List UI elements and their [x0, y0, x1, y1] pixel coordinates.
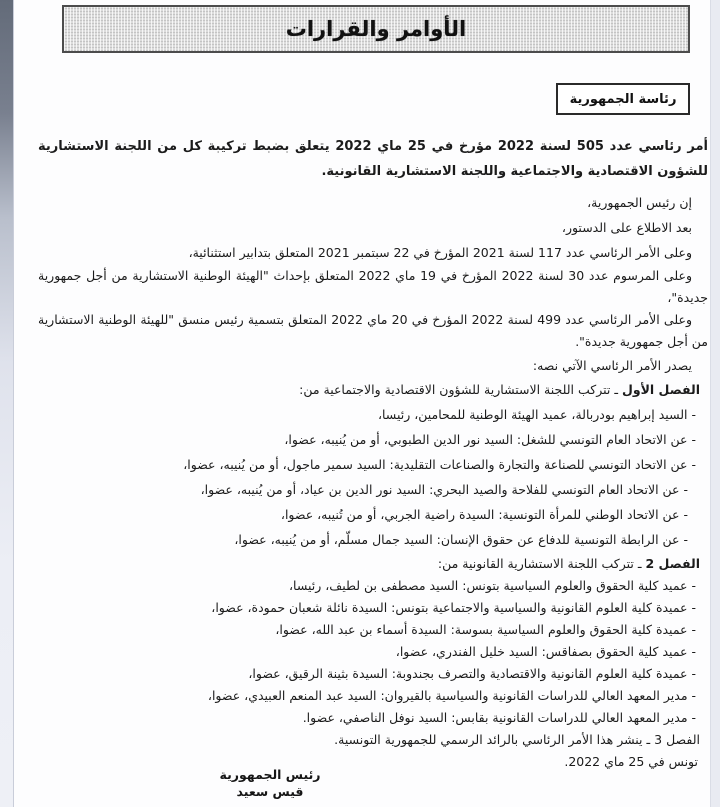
- committee2-member: - مدير المعهد العالي للدراسات القانونية بقابس: السيد نوفل الناصفي، عضوا.: [302, 710, 696, 725]
- committee1-member: - عن الاتحاد العام التونسي للفلاحة والصيد البحري: السيد نور الدين بن عياد، أو من يُنيبه، عضوا،: [200, 482, 688, 497]
- article-2-label: الفصل 2: [645, 556, 700, 571]
- article-3-heading: [38, 729, 708, 751]
- committee2-member: - عميدة كلية العلوم القانونية والاقتصادية والتصرف بجندوبة: السيدة بثينة الرقيق، عضوا،: [248, 666, 696, 681]
- scan-left-edge-shadow: [0, 0, 14, 807]
- presidency-section-box: [556, 83, 690, 115]
- article-2-heading: [38, 552, 708, 575]
- committee2-member: - عميدة كلية الحقوق والعلوم السياسية بسوسة: السيدة أسماء بن عبد الله، عضوا،: [275, 622, 696, 637]
- preamble-line: وعلى المرسوم عدد 30 لسنة 2022 المؤرخ في 19 ماي 2022 المتعلق بإحداث "الهيئة الوطنية الاستشارية من أجل جمهورية جديدة"،: [38, 268, 708, 305]
- committee1-member: - عن الاتحاد العام التونسي للشغل: السيد نور الدين الطبوبي، أو من يُنيبه، عضوا،: [284, 432, 696, 447]
- article-3-label: الفصل 3: [654, 732, 700, 747]
- committee1-member: - عن الرابطة التونسية للدفاع عن حقوق الإنسان: السيد جمال مسلّم، أو من يُنيبه، عضوا،: [234, 532, 688, 547]
- preamble-line: وعلى الأمر الرئاسي عدد 499 لسنة 2022 المؤرخ في 20 ماي 2022 المتعلق بتسمية رئيس منسق "للهيئة الوطنية الاستشارية من أجل جمهورية جديدة".: [38, 312, 708, 349]
- preamble-line: وعلى الأمر الرئاسي عدد 117 لسنة 2021 المؤرخ في 22 سبتمبر 2021 المتعلق بتدابير استثنائية،: [188, 245, 692, 260]
- committee2-member: - عميد كلية الحقوق والعلوم السياسية بتونس: السيد مصطفى بن لطيف، رئيسا،: [289, 578, 696, 593]
- article-1-label: الفصل الأول: [621, 382, 700, 397]
- article-3-text: ـ ينشر هذا الأمر الرئاسي بالرائد الرسمي للجمهورية التونسية.: [334, 732, 651, 747]
- section-box-label: رئاسة الجمهورية: [569, 91, 677, 107]
- committee2-member: - مدير المعهد العالي للدراسات القانونية والسياسية بالقيروان: السيد عبد المنعم العبيدي، عضوا،: [207, 688, 696, 703]
- committee2-member: - عميد كلية الحقوق بصفاقس: السيد خليل الفندري، عضوا،: [395, 644, 696, 659]
- legal-committee-list: [38, 575, 708, 729]
- banner-title: الأوامر والقرارات: [285, 17, 467, 41]
- article-1-text: ـ تتركب اللجنة الاستشارية للشؤون الاقتصادية والاجتماعية من:: [299, 382, 618, 397]
- orders-decisions-banner: [62, 5, 690, 53]
- preamble-line: إن رئيس الجمهورية،: [587, 195, 692, 210]
- dateline: تونس في 25 ماي 2022.: [564, 754, 698, 769]
- article-2-text: ـ تتركب اللجنة الاستشارية القانونية من:: [437, 556, 642, 571]
- enactment-line: يصدر الأمر الرئاسي الآتي نصه:: [532, 358, 692, 373]
- committee1-member: - عن الاتحاد الوطني للمرأة التونسية: السيدة راضية الجربي، أو من تُنيبه، عضوا،: [280, 507, 688, 522]
- article-1-heading: [38, 378, 708, 402]
- signature-block: [205, 766, 335, 800]
- signature-title: رئيس الجمهورية: [219, 767, 321, 782]
- committee1-member: - السيد إبراهيم بودربالة، عميد الهيئة الوطنية للمحامين، رئيسا،: [377, 407, 696, 422]
- decree-title: أمر رئاسي عدد 505 لسنة 2022 مؤرخ في 25 ماي 2022 يتعلق بضبط تركيبة كل من اللجنة الاستشارية للشؤون الاقتصادية والاجتماعية واللجنة الاستشارية القانونية.: [38, 139, 708, 179]
- signature-name: قيس سعيد: [236, 784, 304, 799]
- committee1-member: - عن الاتحاد التونسي للصناعة والتجارة والصناعات التقليدية: السيد سمير ماجول، أو من يُنيبه، عضوا،: [183, 457, 696, 472]
- committee2-member: - عميدة كلية العلوم القانونية والسياسية والاجتماعية بتونس: السيدة نائلة شعبان حمودة، عضوا،: [211, 600, 696, 615]
- preamble-line: بعد الاطلاع على الدستور،: [561, 220, 692, 235]
- decree-body: [38, 134, 708, 773]
- scan-right-edge-shadow: [710, 0, 720, 807]
